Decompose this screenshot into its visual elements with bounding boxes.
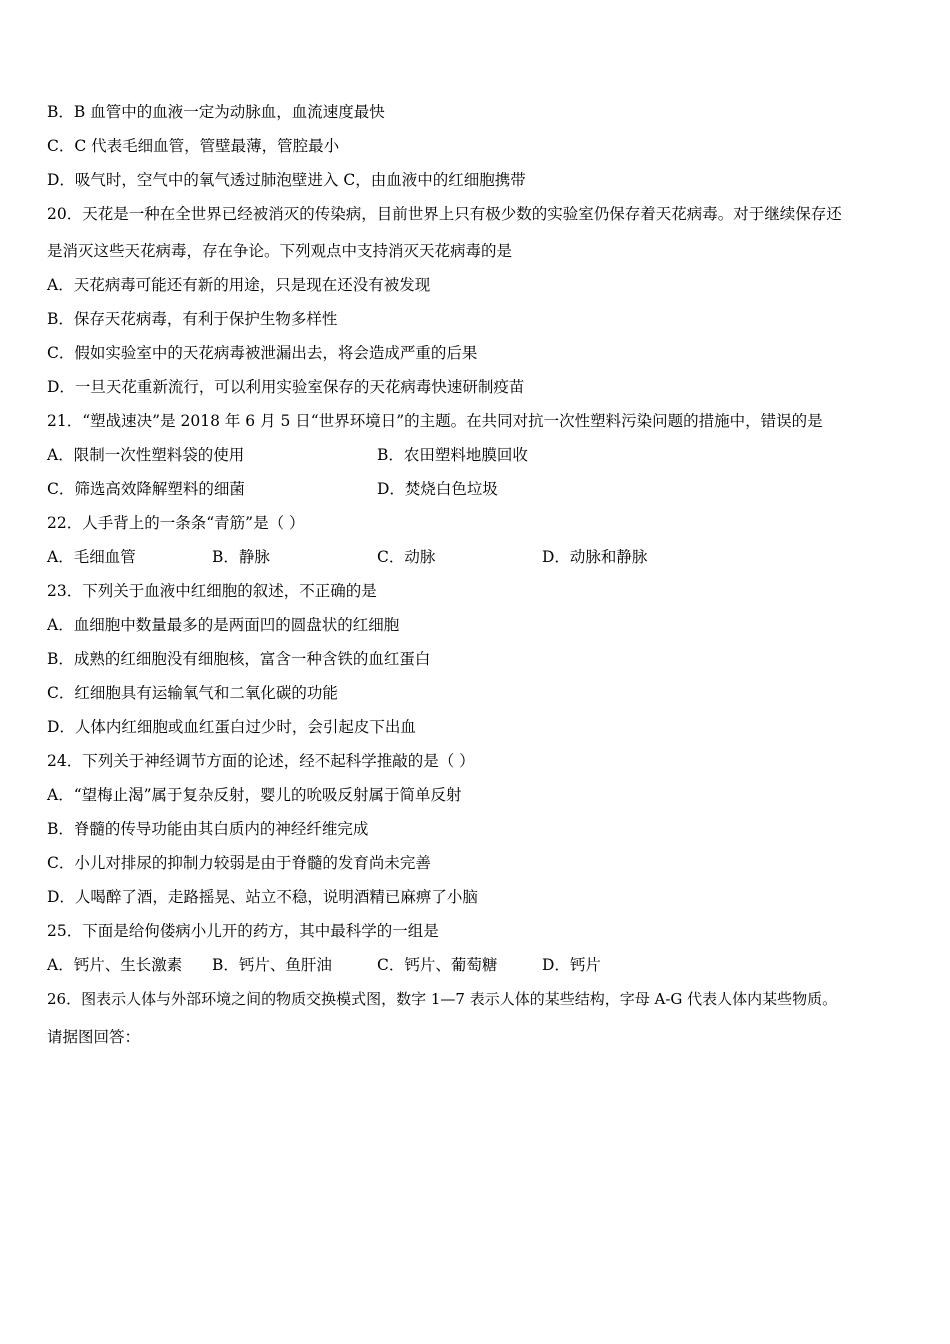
q20-option-c: C．假如实验室中的天花病毒被泄漏出去，将会造成严重的后果 [47, 344, 478, 362]
q24-option-d: D．人喝醉了酒，走路摇晃、站立不稳，说明酒精已麻痹了小脑 [47, 888, 478, 906]
q24-option-b: B．脊髓的传导功能由其白质内的神经纤维完成 [47, 820, 369, 838]
q20-option-a: A．天花病毒可能还有新的用途，只是现在还没有被发现 [47, 276, 431, 294]
q21-option-b: B．农田塑料地膜回收 [377, 446, 528, 464]
q22-stem: 22．人手背上的一条条“青筋”是（ ） [47, 514, 305, 532]
q20-option-d: D．一旦天花重新流行，可以利用实验室保存的天花病毒快速研制疫苗 [47, 378, 525, 396]
q19-option-d: D．吸气时，空气中的氧气透过肺泡壁进入 C，由血液中的红细胞携带 [47, 171, 526, 189]
q22-option-b: B．静脉 [212, 548, 270, 566]
q24-option-c: C．小儿对排尿的抑制力较弱是由于脊髓的发育尚未完善 [47, 854, 431, 872]
q22-option-a: A．毛细血管 [47, 548, 136, 566]
q21-option-a: A．限制一次性塑料袋的使用 [47, 446, 245, 464]
q24-stem: 24．下列关于神经调节方面的论述，经不起科学推敲的是（ ） [47, 752, 475, 770]
q22-option-d: D．动脉和静脉 [542, 548, 648, 566]
q22-option-c: C．动脉 [377, 548, 436, 566]
q23-option-b: B．成熟的红细胞没有细胞核，富含一种含铁的血红蛋白 [47, 650, 431, 668]
q25-option-b: B．钙片、鱼肝油 [212, 956, 332, 974]
q23-option-a: A．血细胞中数量最多的是两面凹的圆盘状的红细胞 [47, 616, 400, 634]
q25-option-a: A．钙片、生长激素 [47, 956, 183, 974]
q26-stem-line1: 26．图表示人体与外部环境之间的物质交换模式图，数字 1—7 表示人体的某些结构，字母 A-G 代表人体内某些物质。 [47, 990, 838, 1008]
q20-option-b: B．保存天花病毒，有利于保护生物多样性 [47, 310, 338, 328]
q19-option-b: B．B 血管中的血液一定为动脉血，血流速度最快 [47, 103, 385, 121]
q23-stem: 23．下列关于血液中红细胞的叙述，不正确的是 [47, 582, 377, 600]
q21-option-c: C．筛选高效降解塑料的细菌 [47, 480, 245, 498]
q20-stem-line1: 20．天花是一种在全世界已经被消灭的传染病，目前世界上只有极少数的实验室仍保存着天花病毒。对于继续保存还 [47, 205, 842, 223]
q19-option-c: C．C 代表毛细血管，管壁最薄，管腔最小 [47, 137, 340, 155]
q21-option-d: D．焚烧白色垃圾 [377, 480, 498, 498]
q23-option-c: C．红细胞具有运输氧气和二氧化碳的功能 [47, 684, 338, 702]
q25-option-c: C．钙片、葡萄糖 [377, 956, 498, 974]
q21-stem: 21．“塑战速决”是 2018 年 6 月 5 日“世界环境日”的主题。在共同对抗一次性塑料污染问题的措施中，错误的是 [47, 412, 823, 430]
q23-option-d: D．人体内红细胞或血红蛋白过少时，会引起皮下出血 [47, 718, 416, 736]
q20-stem-line2: 是消灭这些天花病毒，存在争论。下列观点中支持消灭天花病毒的是 [47, 242, 513, 260]
q24-option-a: A．“望梅止渴”属于复杂反射，婴儿的吮吸反射属于简单反射 [47, 786, 462, 804]
q26-stem-line2: 请据图回答： [47, 1028, 141, 1046]
q25-option-d: D．钙片 [542, 956, 601, 974]
q25-stem: 25．下面是给佝偻病小儿开的药方，其中最科学的一组是 [47, 922, 439, 940]
